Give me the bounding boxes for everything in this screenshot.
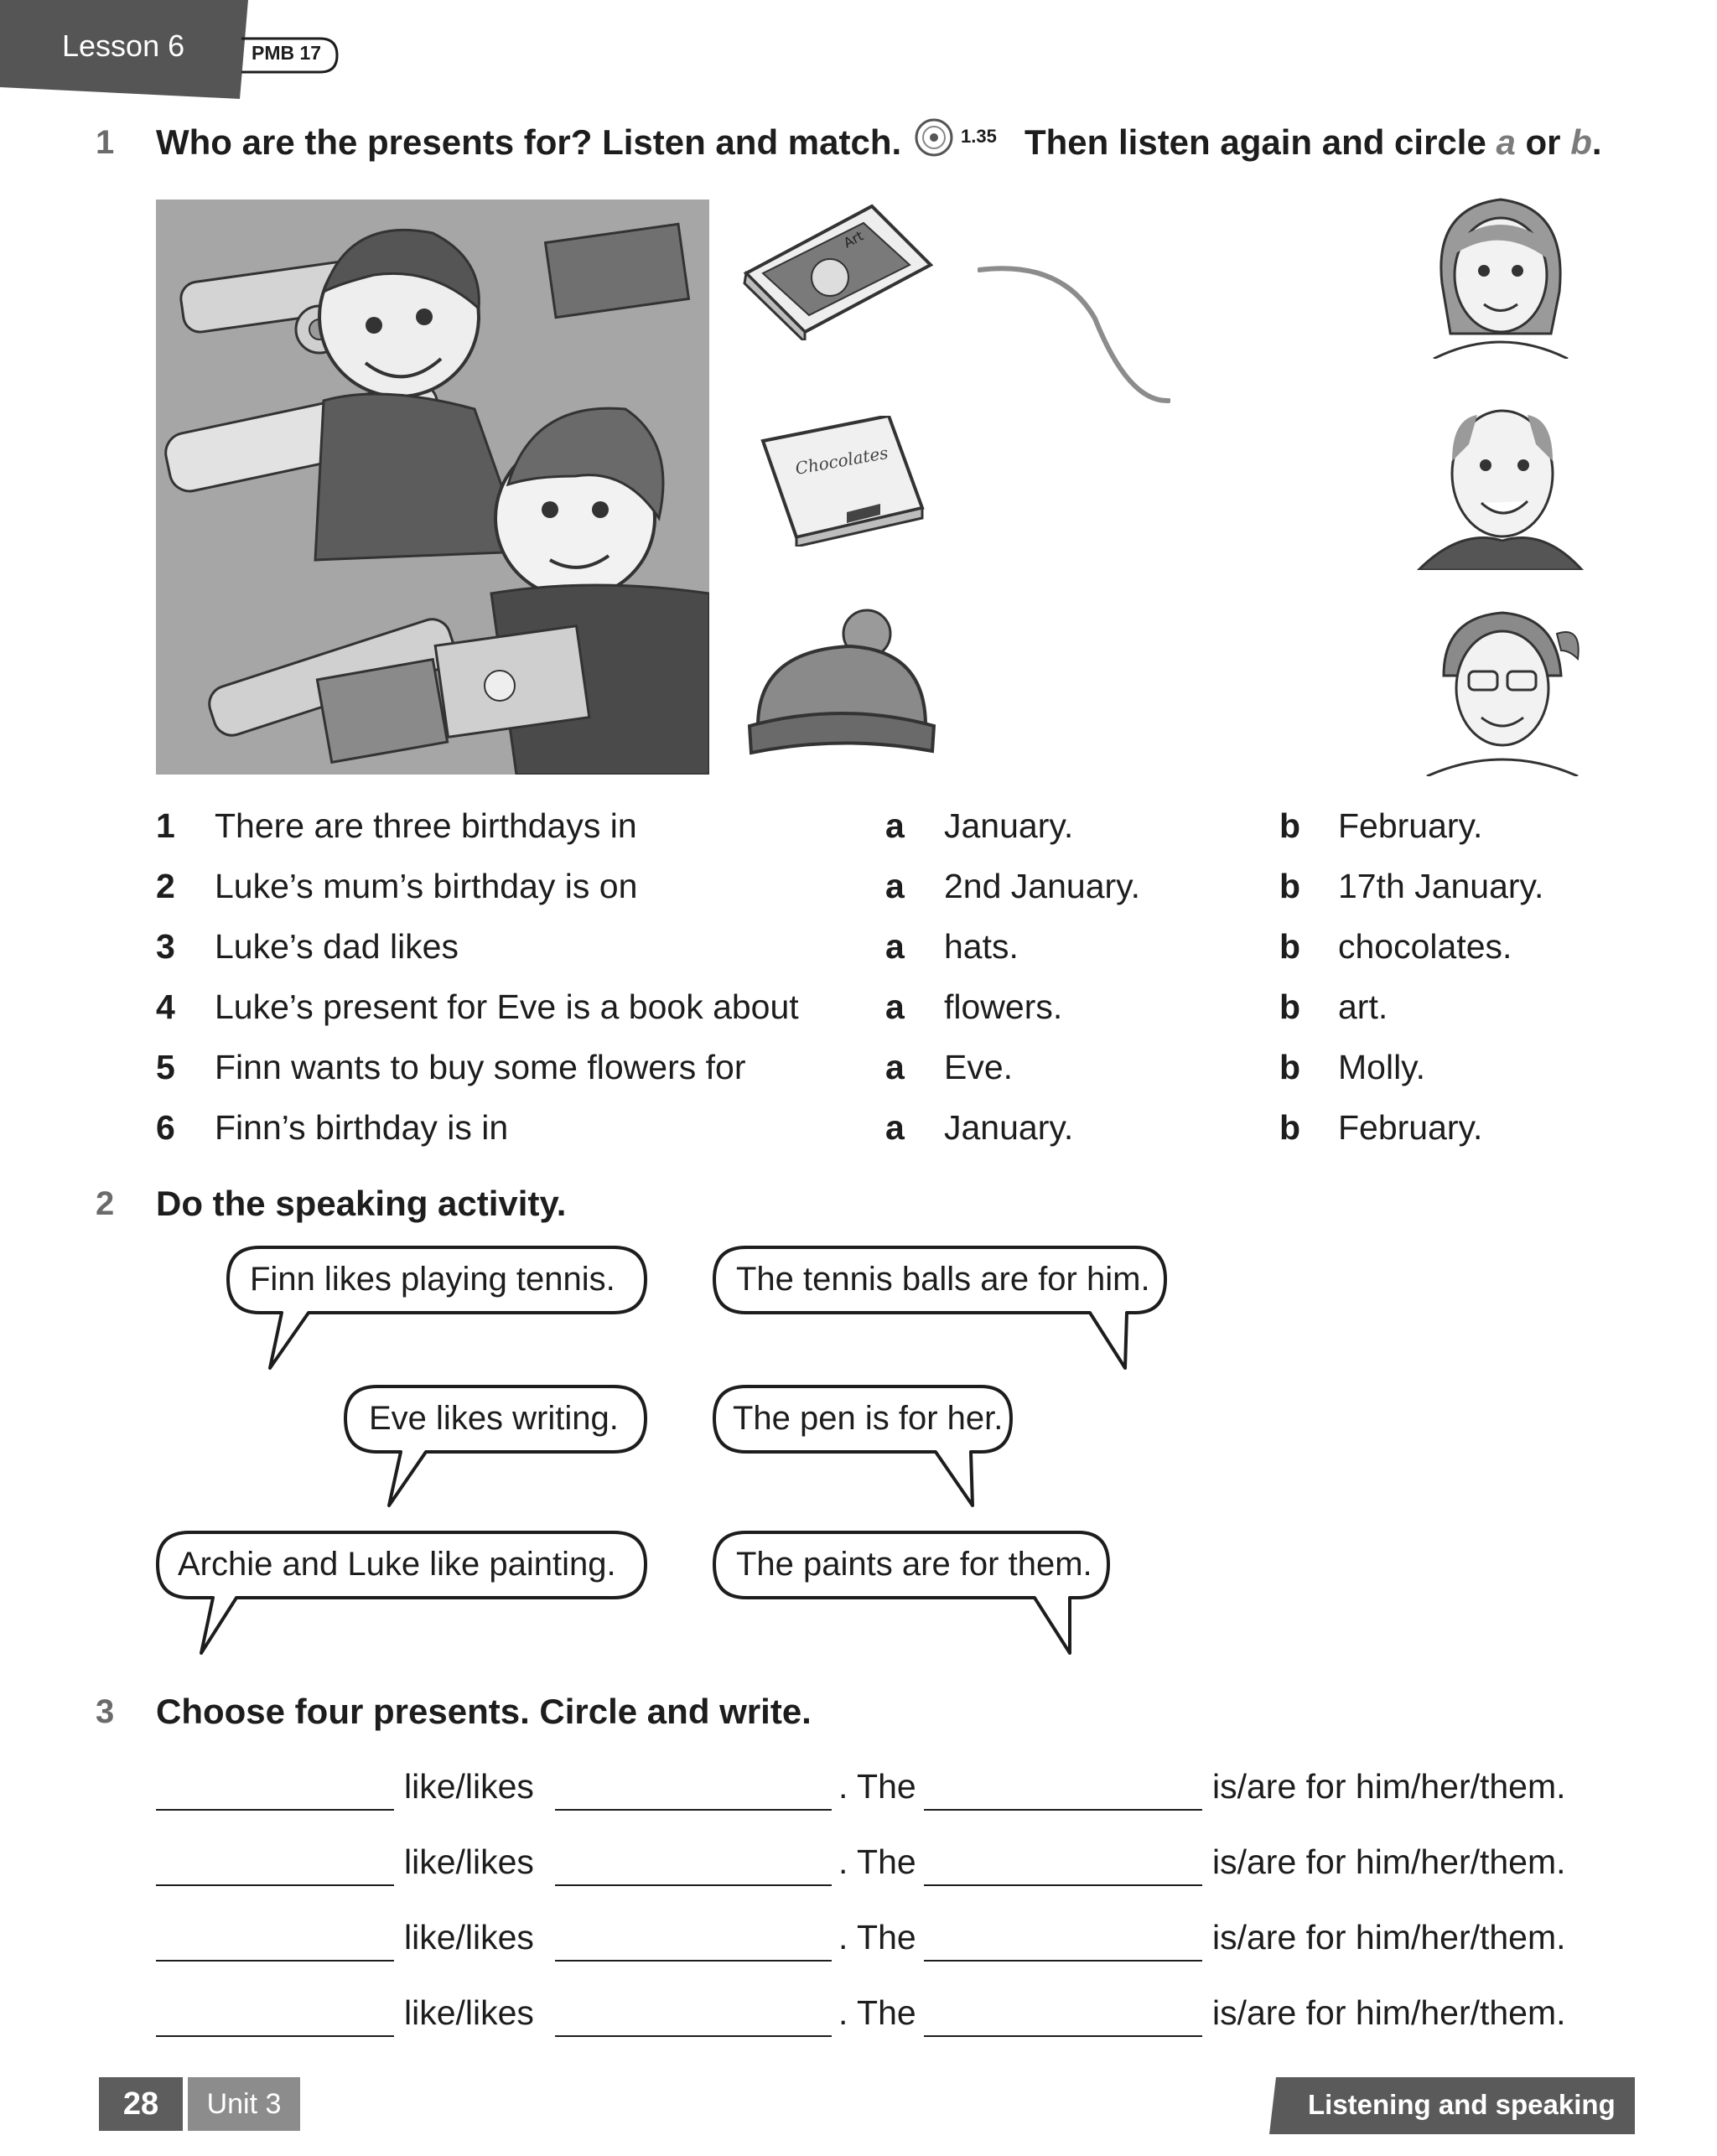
bubble-text: The pen is for her. bbox=[733, 1400, 1004, 1437]
like-text: like/likes bbox=[404, 1767, 534, 1806]
question-number: 4 bbox=[156, 987, 175, 1026]
like-text: like/likes bbox=[404, 1993, 534, 2032]
track-number: 1.35 bbox=[961, 126, 997, 147]
option-a-text[interactable]: 2nd January. bbox=[944, 867, 1141, 905]
option-a-text[interactable]: hats. bbox=[944, 927, 1019, 966]
option-b-text[interactable]: chocolates. bbox=[1338, 927, 1512, 966]
ending-text: is/are for him/her/them. bbox=[1212, 1767, 1566, 1806]
book-cover-text: Art bbox=[840, 227, 866, 251]
question-text: There are three birthdays in bbox=[215, 806, 637, 845]
option-b-letter[interactable]: b bbox=[1279, 806, 1301, 845]
ending-text: is/are for him/her/them. bbox=[1212, 1993, 1566, 2032]
present-blank[interactable] bbox=[924, 1809, 1202, 1811]
option-b-text[interactable]: February. bbox=[1338, 1108, 1483, 1147]
activity-blank[interactable] bbox=[555, 1960, 832, 1962]
option-a-text[interactable]: flowers. bbox=[944, 987, 1063, 1026]
lesson-label: Lesson 6 bbox=[62, 29, 185, 63]
option-b-letter[interactable]: b bbox=[1279, 1108, 1301, 1147]
the-text: . The bbox=[838, 1767, 916, 1806]
present-blank[interactable] bbox=[924, 2035, 1202, 2037]
ending-text: is/are for him/her/them. bbox=[1212, 1918, 1566, 1956]
option-b-text[interactable]: art. bbox=[1338, 987, 1388, 1026]
question-number: 6 bbox=[156, 1108, 175, 1147]
question-number: 5 bbox=[156, 1048, 175, 1086]
present-blank[interactable] bbox=[924, 1960, 1202, 1962]
question-text: Finn wants to buy some flowers for bbox=[215, 1048, 746, 1086]
option-a-text[interactable]: January. bbox=[944, 806, 1074, 845]
option-b-letter[interactable]: b bbox=[1279, 1048, 1301, 1086]
option-a-letter[interactable]: a bbox=[885, 987, 905, 1026]
pmb-reference: PMB 17 bbox=[252, 42, 322, 64]
question-text: Luke’s dad likes bbox=[215, 927, 459, 966]
activity-blank[interactable] bbox=[555, 1809, 832, 1811]
chocolates-label: Chocolates bbox=[793, 442, 890, 479]
bubble-text: The tennis balls are for him. bbox=[736, 1261, 1150, 1298]
activity-blank[interactable] bbox=[555, 2035, 832, 2037]
exercise-1-title: Who are the presents for? Listen and match. bbox=[156, 122, 902, 162]
exercise-2-number: 2 bbox=[96, 1185, 115, 1222]
exercise-3-title: Choose four presents. Circle and write. bbox=[156, 1692, 812, 1731]
the-text: . The bbox=[838, 1842, 916, 1881]
bubble-text: Archie and Luke like painting. bbox=[178, 1546, 616, 1583]
exercise-1-number: 1 bbox=[96, 124, 115, 161]
option-b-letter[interactable]: b bbox=[1279, 927, 1301, 966]
option-b-text[interactable]: 17th January. bbox=[1338, 867, 1544, 905]
question-text: Finn’s birthday is in bbox=[215, 1108, 509, 1147]
like-text: like/likes bbox=[404, 1842, 534, 1881]
the-text: . The bbox=[838, 1918, 916, 1956]
option-a-letter[interactable]: a bbox=[885, 806, 905, 845]
writing-line bbox=[156, 1918, 1598, 1977]
exercise-3-number: 3 bbox=[96, 1693, 115, 1730]
exercise-1-instruction-2: Then listen again and circle a or b. bbox=[1024, 122, 1602, 162]
ending-text: is/are for him/her/them. bbox=[1212, 1842, 1566, 1881]
option-a-letter[interactable]: a bbox=[885, 1108, 905, 1147]
question-number: 3 bbox=[156, 927, 175, 966]
writing-line bbox=[156, 1767, 1598, 1826]
option-a-text[interactable]: January. bbox=[944, 1108, 1074, 1147]
option-b-text[interactable]: Molly. bbox=[1338, 1048, 1426, 1086]
skill-label: Listening and speaking bbox=[1308, 2089, 1616, 2120]
like-text: like/likes bbox=[404, 1918, 534, 1956]
person-blank[interactable] bbox=[156, 2035, 394, 2037]
present-blank[interactable] bbox=[924, 1884, 1202, 1886]
activity-blank[interactable] bbox=[555, 1884, 832, 1886]
option-b-text[interactable]: February. bbox=[1338, 806, 1483, 845]
exercise-2-title: Do the speaking activity. bbox=[156, 1184, 567, 1223]
option-b-letter[interactable]: b bbox=[1279, 867, 1301, 905]
unit-label: Unit 3 bbox=[188, 2077, 300, 2131]
bubble-text: The paints are for them. bbox=[736, 1546, 1092, 1583]
person-blank[interactable] bbox=[156, 1809, 394, 1811]
option-a-letter[interactable]: a bbox=[885, 927, 905, 966]
question-text: Luke’s mum’s birthday is on bbox=[215, 867, 638, 905]
option-a-text[interactable]: Eve. bbox=[944, 1048, 1014, 1086]
person-blank[interactable] bbox=[156, 1960, 394, 1962]
question-number: 1 bbox=[156, 806, 175, 845]
writing-line bbox=[156, 1993, 1598, 2052]
the-text: . The bbox=[838, 1993, 916, 2032]
question-number: 2 bbox=[156, 867, 175, 905]
option-b-letter[interactable]: b bbox=[1279, 987, 1301, 1026]
bubble-text: Finn likes playing tennis. bbox=[250, 1261, 615, 1298]
person-blank[interactable] bbox=[156, 1884, 394, 1886]
page-number: 28 bbox=[99, 2077, 183, 2131]
question-text: Luke’s present for Eve is a book about bbox=[215, 987, 799, 1026]
writing-line bbox=[156, 1842, 1598, 1901]
option-a-letter[interactable]: a bbox=[885, 867, 905, 905]
bubble-text: Eve likes writing. bbox=[369, 1400, 619, 1437]
option-a-letter[interactable]: a bbox=[885, 1048, 905, 1086]
